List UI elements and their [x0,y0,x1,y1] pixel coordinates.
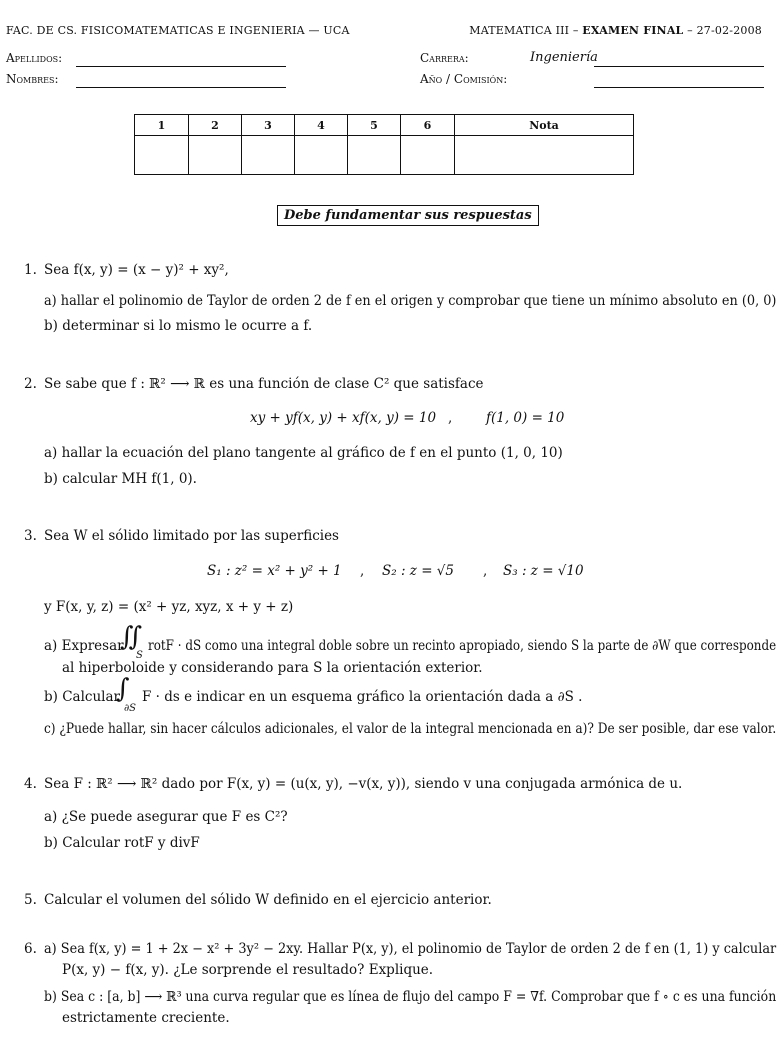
surface-s3: S₃ : z = √10 [503,563,584,579]
grade-header-1: 1 [135,115,189,136]
problem-4b: b) Calcular rotF y divF [44,835,200,851]
grade-cell-5[interactable] [348,136,401,175]
surface-separator-2: , [483,563,488,579]
grade-cell-4[interactable] [295,136,348,175]
carrera-label: Carrera: [420,51,469,65]
problem-2-equation: xy + yf(x, y) + xf(x, y) = 10 [250,410,437,426]
grade-header-2: 2 [189,115,242,136]
grade-cell-1[interactable] [135,136,189,175]
problem-6b-cont: estrictamente creciente. [62,1010,230,1026]
problem-3b-label: b) Calcular [44,689,120,705]
problem-1-stem: Sea f(x, y) = (x − y)² + xy², [44,262,229,278]
grade-header-3: 3 [242,115,295,136]
grade-score-row [135,136,634,175]
problem-1-number: 1. [24,262,37,278]
grade-header-row [135,115,634,136]
problem-6b: b) Sea c : [a, b] ⟶ ℝ³ una curva regular que es línea de flujo del campo F = ∇f. Comprobar que f ∘ c es una función [44,989,777,1005]
problem-6a-cont: P(x, y) − f(x, y). ¿Le sorprende el resultado? Explique. [62,962,434,978]
problem-3-stem: Sea W el sólido limitado por las superficies [44,528,339,544]
problem-6a: a) Sea f(x, y) = 1 + 2x − x² + 3y² − 2xy. Hallar P(x, y), el polinomio de Taylor de orden 2 de f en (1, 1) y calcular [44,941,777,957]
carrera-value: Ingeniería [530,50,598,65]
problem-4a: a) ¿Se puede asegurar que F es C²? [44,809,288,825]
problem-4-number: 4. [24,776,37,792]
grade-cell-3[interactable] [242,136,295,175]
problem-2-condition: f(1, 0) = 10 [486,410,565,426]
vector-field-definition: y F(x, y, z) = (x² + yz, xyz, x + y + z) [44,599,294,615]
grade-table [134,114,634,175]
problem-2-stem: Se sabe que f : ℝ² ⟶ ℝ es una función de clase C² que satisface [44,376,484,392]
carrera-field[interactable] [594,66,764,67]
institution-header: FAC. DE CS. FISICOMATEMATICAS E INGENIERIA — UCA [6,24,350,37]
grade-header-5: 5 [348,115,401,136]
problem-5-stem: Calcular el volumen del sólido W definido en el ejercicio anterior. [44,892,492,908]
surface-s1: S₁ : z² = x² + y² + 1 [207,563,342,579]
grade-cell-6[interactable] [401,136,455,175]
apellidos-label: Apellidos: [6,51,63,65]
problem-2-number: 2. [24,376,37,392]
problem-2b: b) calcular MH f(1, 0). [44,471,197,487]
problem-2a: a) hallar la ecuación del plano tangente al gráfico de f en el punto (1, 0, 10) [44,445,563,461]
nombres-label: Nombres: [6,72,59,86]
exam-date: – 27-02-2008 [683,24,762,37]
grade-cell-2[interactable] [189,136,242,175]
exam-type: EXAMEN FINAL [582,24,684,37]
double-integral-sign: ∬ [120,622,143,652]
line-integral-subscript: ∂S [124,703,137,714]
anio-comision-field[interactable] [594,87,764,88]
surface-separator-1: , [360,563,365,579]
grade-header-4: 4 [295,115,348,136]
exam-header [469,24,762,37]
problem-3a: rotF · dS como una integral doble sobre un recinto apropiado, siendo S la parte de ∂W que corresponde [148,638,777,654]
grade-header-6: 6 [401,115,455,136]
problem-1a: a) hallar el polinomio de Taylor de orden 2 de f en el origen y comprobar que tiene un mínimo absoluto en (0, 0) [44,293,777,309]
surface-s2: S₂ : z = √5 [382,563,454,579]
problem-4-stem: Sea F : ℝ² ⟶ ℝ² dado por F(x, y) = (u(x, y), −v(x, y)), siendo v una conjugada armónica de u. [44,776,683,792]
course-label: MATEMATICA III – [469,24,583,37]
nombres-field[interactable] [76,87,286,88]
problem-3a-cont: al hiperboloide y considerando para S la orientación exterior. [62,660,483,676]
problem-3c: c) ¿Puede hallar, sin hacer cálculos adicionales, el valor de la integral mencionada en a)? De ser posible, dar ese valor. [44,721,777,737]
problem-3a-label: a) Expresar [44,638,124,654]
instruction-notice: Debe fundamentar sus respuestas [277,205,539,226]
grade-header-nota: Nota [455,115,634,136]
problem-2-separator: , [448,410,453,426]
line-integral-sign: ∫ [116,674,130,704]
problem-1b: b) determinar si lo mismo le ocurre a f. [44,318,313,334]
problem-3b: F · ds e indicar en un esquema gráfico la orientación dada a ∂S . [142,689,583,705]
problem-6-number: 6. [24,941,37,957]
grade-cell-nota[interactable] [455,136,634,175]
problem-5-number: 5. [24,892,37,908]
double-integral-subscript: S [136,650,143,661]
anio-comision-label: Año / Comisión: [420,72,508,86]
apellidos-field[interactable] [76,66,286,67]
problem-3-number: 3. [24,528,37,544]
